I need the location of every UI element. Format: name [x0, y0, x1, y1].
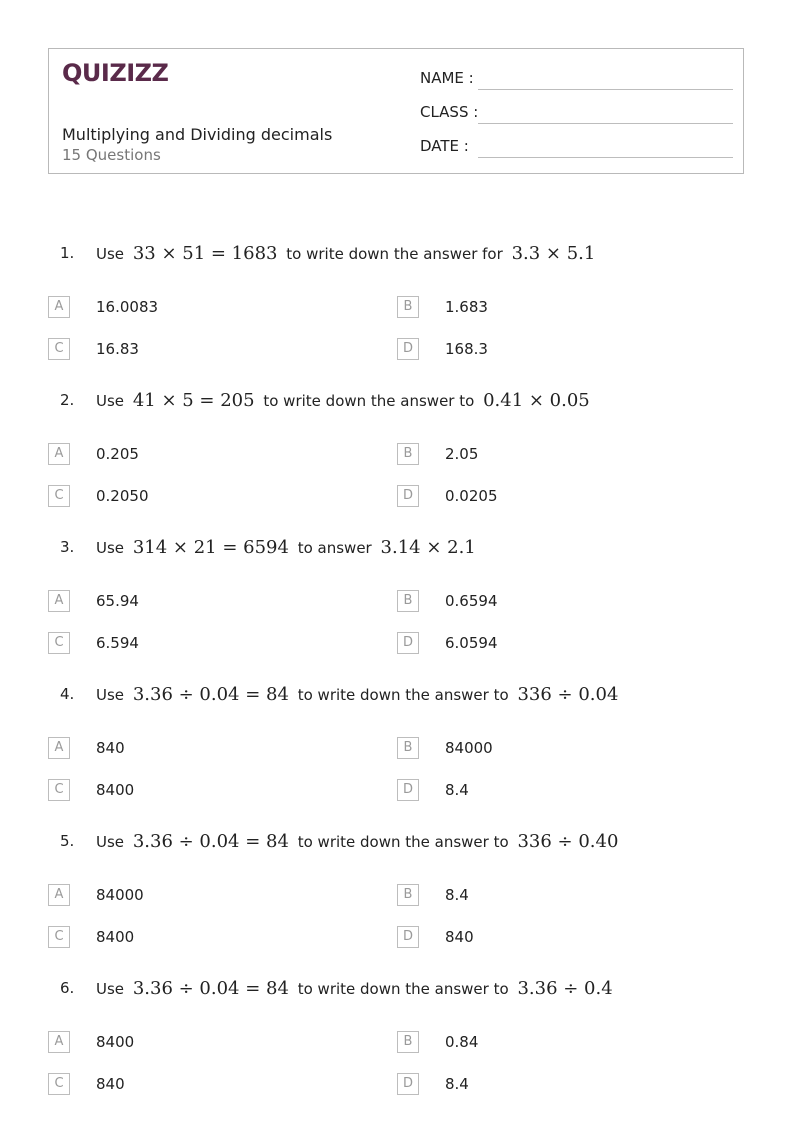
option-c-text: 8400: [96, 928, 135, 946]
question-word: Use: [96, 833, 125, 851]
option-d-box[interactable]: D: [397, 485, 419, 507]
option-c-box[interactable]: C: [48, 926, 70, 948]
worksheet-title: Multiplying and Dividing decimals: [62, 125, 333, 144]
name-line[interactable]: [478, 89, 733, 90]
option-d-box[interactable]: D: [397, 632, 419, 654]
worksheet-header: [48, 48, 744, 174]
option-d-box[interactable]: D: [397, 338, 419, 360]
option-b-text: 8.4: [445, 886, 469, 904]
question-word: Use: [96, 539, 125, 557]
option-b-text: 2.05: [445, 445, 479, 463]
option-d-text: 168.3: [445, 340, 488, 358]
question-word: Use: [96, 392, 125, 410]
option-b-box[interactable]: B: [397, 443, 419, 465]
question-instruction: to write down the answer to: [297, 833, 509, 851]
option-d-box[interactable]: D: [397, 1073, 419, 1095]
option-a-text: 65.94: [96, 592, 139, 610]
option-a-box[interactable]: A: [48, 1031, 70, 1053]
option-b-box[interactable]: B: [397, 296, 419, 318]
option-c-box[interactable]: C: [48, 1073, 70, 1095]
question-instruction: to write down the answer to: [297, 686, 509, 704]
question-instruction: to answer: [297, 539, 372, 557]
math-expression: 3.36 ÷ 0.04 = 84: [132, 978, 289, 999]
option-b-box[interactable]: B: [397, 884, 419, 906]
math-expression: 336 ÷ 0.04: [517, 684, 619, 705]
question-instruction: to write down the answer to: [263, 392, 475, 410]
math-expression: 41 × 5 = 205: [132, 390, 255, 411]
option-d-box[interactable]: D: [397, 926, 419, 948]
question-instruction: to write down the answer for: [286, 245, 503, 263]
option-a-box[interactable]: A: [48, 296, 70, 318]
question-number: 4.: [60, 685, 75, 703]
option-a-text: 0.205: [96, 445, 139, 463]
option-b-box[interactable]: B: [397, 590, 419, 612]
name-field: [420, 69, 474, 87]
option-d-text: 840: [445, 928, 474, 946]
option-b-box[interactable]: B: [397, 1031, 419, 1053]
option-d-text: 0.0205: [445, 487, 498, 505]
option-d-text: 8.4: [445, 781, 469, 799]
question-number: 3.: [60, 538, 75, 556]
question-instruction: to write down the answer to: [297, 980, 509, 998]
option-b-box[interactable]: B: [397, 737, 419, 759]
class-field: [420, 103, 478, 121]
option-a-box[interactable]: A: [48, 737, 70, 759]
math-expression: 0.41 × 0.05: [483, 390, 590, 411]
option-c-text: 840: [96, 1075, 125, 1093]
question-number: 1.: [60, 244, 75, 262]
date-line[interactable]: [478, 157, 733, 158]
option-a-text: 840: [96, 739, 125, 757]
question-word: Use: [96, 245, 125, 263]
math-expression: 3.36 ÷ 0.04 = 84: [132, 684, 289, 705]
option-b-text: 0.6594: [445, 592, 498, 610]
option-a-box[interactable]: A: [48, 590, 70, 612]
math-expression: 3.3 × 5.1: [511, 243, 596, 264]
math-expression: 336 ÷ 0.40: [517, 831, 619, 852]
date-label: DATE :: [420, 137, 469, 155]
option-b-text: 84000: [445, 739, 493, 757]
option-c-text: 8400: [96, 781, 135, 799]
question-number: 5.: [60, 832, 75, 850]
option-a-text: 8400: [96, 1033, 135, 1051]
option-c-box[interactable]: C: [48, 632, 70, 654]
class-label: CLASS :: [420, 103, 479, 121]
option-c-text: 16.83: [96, 340, 139, 358]
question-number: 2.: [60, 391, 75, 409]
option-a-box[interactable]: A: [48, 443, 70, 465]
question-word: Use: [96, 686, 125, 704]
math-expression: 3.36 ÷ 0.4: [517, 978, 613, 999]
math-expression: 3.14 × 2.1: [380, 537, 476, 558]
quizizz-logo: QUIZIZZ: [62, 59, 169, 87]
option-a-text: 84000: [96, 886, 144, 904]
question-text: [96, 390, 594, 411]
option-b-text: 1.683: [445, 298, 488, 316]
class-line[interactable]: [478, 123, 733, 124]
option-c-box[interactable]: C: [48, 485, 70, 507]
option-a-text: 16.0083: [96, 298, 159, 316]
math-expression: 314 × 21 = 6594: [132, 537, 289, 558]
question-text: [96, 243, 599, 264]
math-expression: 3.36 ÷ 0.04 = 84: [132, 831, 289, 852]
option-c-box[interactable]: C: [48, 338, 70, 360]
question-word: Use: [96, 980, 125, 998]
date-field: [420, 137, 469, 155]
option-c-box[interactable]: C: [48, 779, 70, 801]
option-c-text: 0.2050: [96, 487, 149, 505]
option-d-text: 6.0594: [445, 634, 498, 652]
question-text: [96, 537, 480, 558]
question-count: 15 Questions: [62, 146, 161, 164]
option-d-text: 8.4: [445, 1075, 469, 1093]
question-number: 6.: [60, 979, 75, 997]
question-text: [96, 831, 622, 852]
question-text: [96, 978, 617, 999]
option-a-box[interactable]: A: [48, 884, 70, 906]
question-text: [96, 684, 622, 705]
option-c-text: 6.594: [96, 634, 139, 652]
name-label: NAME :: [420, 69, 474, 87]
option-b-text: 0.84: [445, 1033, 479, 1051]
math-expression: 33 × 51 = 1683: [132, 243, 278, 264]
option-d-box[interactable]: D: [397, 779, 419, 801]
